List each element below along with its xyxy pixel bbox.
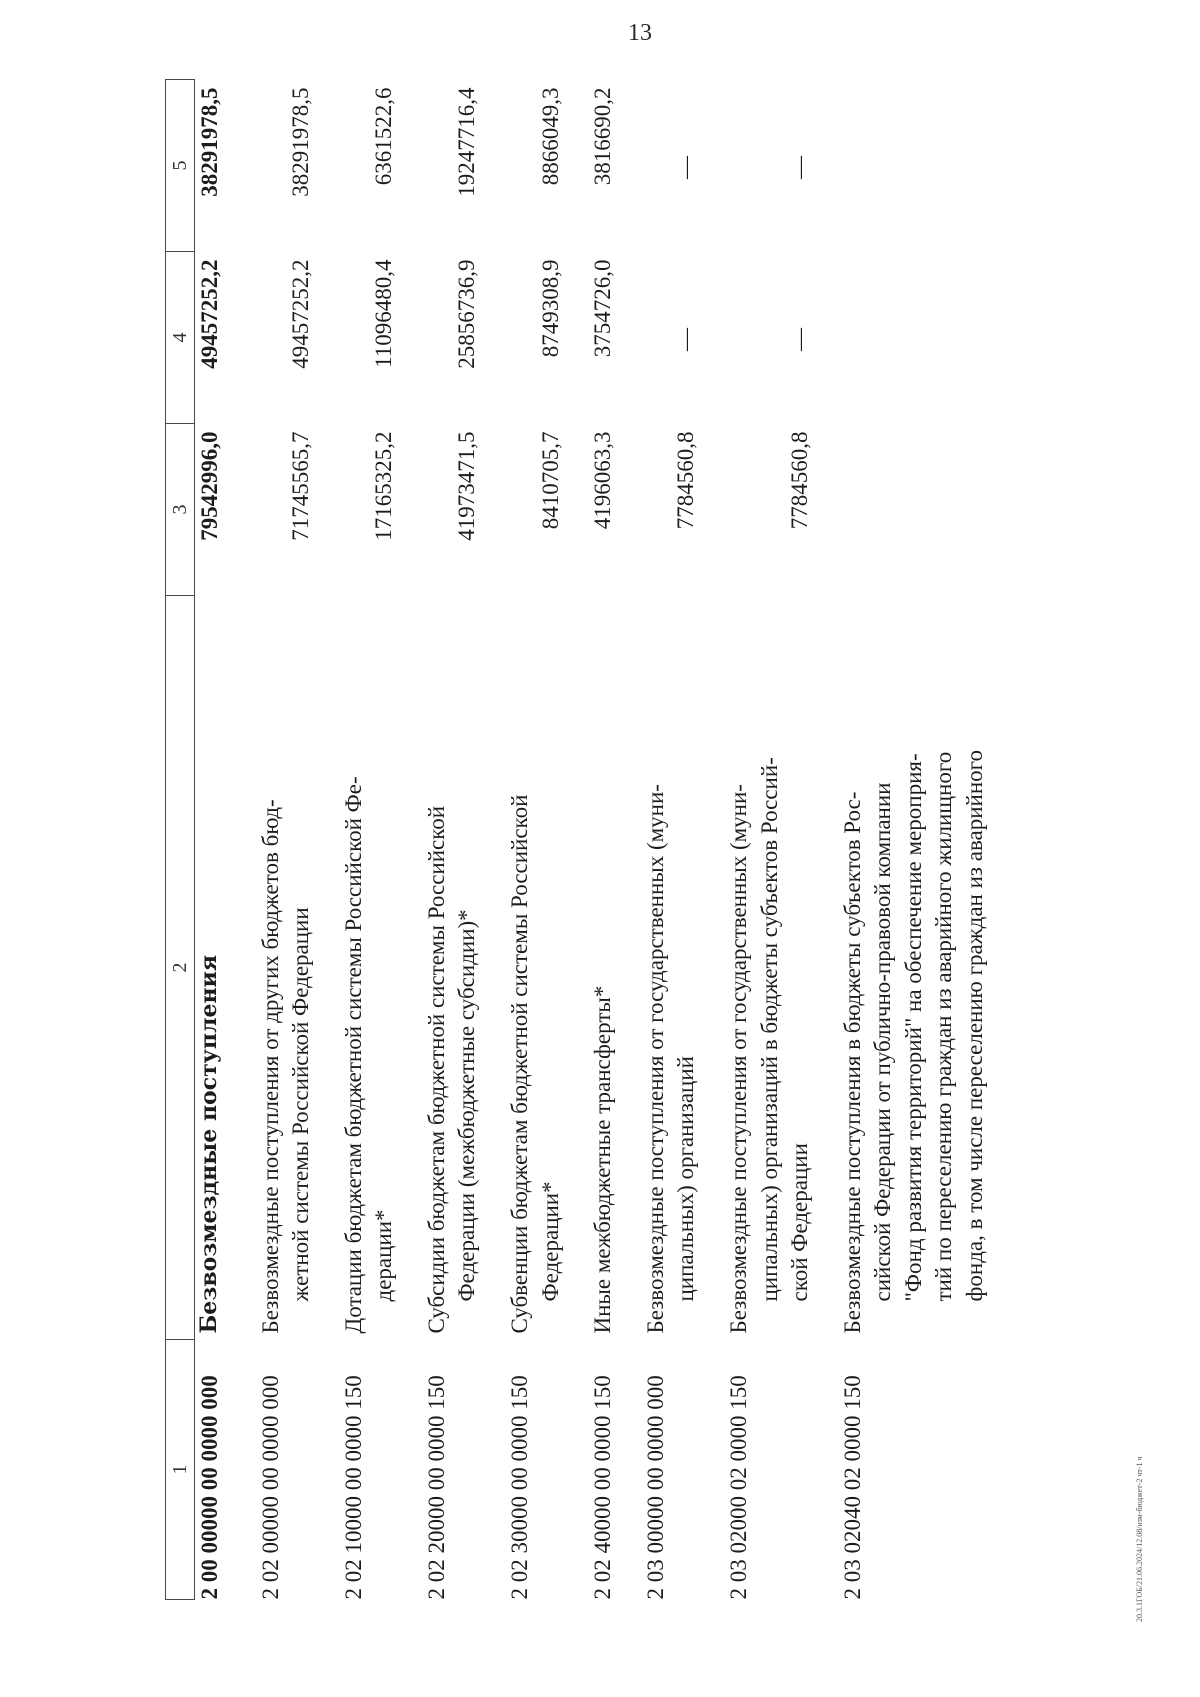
table-header-row bbox=[166, 80, 195, 1600]
row-value-col5: — bbox=[673, 156, 699, 179]
row-name-line: Дотации бюджетам бюджетной системы Российской Фе- bbox=[340, 776, 366, 1334]
row-name-line: Безвозмездные поступления bbox=[196, 954, 222, 1334]
column-header-5: 5 bbox=[166, 80, 195, 252]
table-row bbox=[724, 80, 838, 1600]
row-value-col4: 3754726,0 bbox=[590, 259, 616, 358]
row-value-col4: 8749308,9 bbox=[537, 259, 563, 358]
row-name bbox=[339, 596, 422, 1340]
page-number: 13 bbox=[628, 20, 652, 46]
row-name-line: фонда, в том числе переселению граждан из аварийного bbox=[961, 749, 987, 1302]
row-name-line: ципальных) организаций bbox=[673, 1056, 699, 1302]
revenue-table-rotated bbox=[165, 80, 1065, 1600]
row-code: 2 02 20000 00 0000 150 bbox=[423, 1375, 449, 1600]
row-value-col4: 49457252,2 bbox=[197, 259, 222, 369]
row-name-line: Безвозмездные поступления в бюджеты субъектов Рос- bbox=[839, 791, 865, 1334]
row-code: 2 03 02000 02 0000 150 bbox=[725, 1375, 751, 1600]
row-code: 2 02 00000 00 0000 000 bbox=[257, 1375, 283, 1600]
table-row bbox=[422, 80, 505, 1600]
row-value-col3: 41973471,5 bbox=[454, 431, 480, 541]
row-name bbox=[724, 596, 838, 1340]
row-name bbox=[256, 596, 339, 1340]
row-name-line: Безвозмездные поступления от государственных (муни- bbox=[642, 784, 668, 1334]
row-value-col3: 79542996,0 bbox=[197, 431, 222, 541]
row-name-line: Безвозмездные поступления от других бюджетов бюд- bbox=[257, 799, 283, 1334]
row-value-col5: 38291978,5 bbox=[197, 87, 222, 197]
row-name-line: "Фонд развития территорий" на обеспечение мероприя- bbox=[900, 753, 926, 1302]
table-row bbox=[505, 80, 588, 1600]
row-code: 2 02 10000 00 0000 150 bbox=[340, 1375, 366, 1600]
row-name-line: Иные межбюджетные трансферты* bbox=[590, 985, 616, 1334]
row-value-col5 bbox=[838, 80, 1013, 252]
table-row bbox=[838, 80, 1013, 1600]
row-value-col5: — bbox=[787, 156, 813, 179]
row-name bbox=[838, 596, 1013, 1340]
row-value-col4: — bbox=[787, 328, 813, 351]
row-name-line: дерации* bbox=[371, 1209, 397, 1302]
revenue-table bbox=[165, 79, 1013, 1600]
row-value-col3: 17165325,2 bbox=[371, 431, 397, 541]
row-value-col3 bbox=[838, 424, 1013, 596]
row-name-line: ципальных) организаций в бюджеты субъектов Россий- bbox=[756, 757, 782, 1302]
row-value-col4 bbox=[838, 252, 1013, 424]
row-name-line: Федерации (межбюджетные субсидии)* bbox=[454, 909, 480, 1302]
row-value-col3: 7784560,8 bbox=[673, 431, 699, 530]
row-name-line: Субвенции бюджетам бюджетной системы Российской bbox=[507, 794, 533, 1334]
footer-note: 20.3.1ГОБ/21.06.2024/12.08/изм-бюджет-2 чт-1 ч bbox=[1135, 1456, 1144, 1622]
table-row bbox=[339, 80, 422, 1600]
table-row bbox=[641, 80, 724, 1600]
row-value-col3: 8410705,7 bbox=[537, 431, 563, 530]
row-value-col5: 38291978,5 bbox=[288, 87, 314, 197]
row-value-col5: 6361522,6 bbox=[371, 87, 397, 186]
row-value-col4: 25856736,9 bbox=[454, 259, 480, 369]
column-header-4: 4 bbox=[166, 252, 195, 424]
row-name-line: Субсидии бюджетам бюджетной системы Российской bbox=[423, 805, 449, 1334]
row-code: 2 00 00000 00 0000 000 bbox=[197, 1375, 222, 1600]
column-header-1: 1 bbox=[166, 1340, 195, 1600]
row-name bbox=[422, 596, 505, 1340]
row-value-col4: — bbox=[673, 328, 699, 351]
row-name bbox=[195, 596, 256, 1340]
row-name-line: Федерации* bbox=[537, 1181, 563, 1302]
row-name bbox=[588, 596, 641, 1340]
row-value-col5: 19247716,4 bbox=[454, 87, 480, 197]
table-row bbox=[588, 80, 641, 1600]
row-name bbox=[641, 596, 724, 1340]
row-name-line: Безвозмездные поступления от государственных (муни- bbox=[725, 784, 751, 1334]
table-row bbox=[256, 80, 339, 1600]
row-name-line: ской Федерации bbox=[787, 1143, 813, 1302]
row-name-line: жетной системы Российской Федерации bbox=[288, 907, 314, 1302]
column-header-2: 2 bbox=[166, 596, 195, 1340]
row-value-col4: 11096480,4 bbox=[371, 259, 397, 368]
row-code: 2 02 40000 00 0000 150 bbox=[590, 1375, 616, 1600]
row-code: 2 03 02040 02 0000 150 bbox=[839, 1375, 865, 1600]
table-row-total bbox=[195, 80, 256, 1600]
row-code: 2 03 00000 00 0000 000 bbox=[642, 1375, 668, 1600]
row-value-col4: 49457252,2 bbox=[288, 259, 314, 369]
row-value-col3: 4196063,3 bbox=[590, 431, 616, 530]
row-value-col5: 8866049,3 bbox=[537, 87, 563, 186]
row-code: 2 02 30000 00 0000 150 bbox=[507, 1375, 533, 1600]
row-name-line: сийской Федерации от публично-правовой компании bbox=[870, 782, 896, 1302]
row-name bbox=[505, 596, 588, 1340]
row-value-col5: 3816690,2 bbox=[590, 87, 616, 186]
row-value-col3: 7784560,8 bbox=[787, 431, 813, 530]
column-header-3: 3 bbox=[166, 424, 195, 596]
row-value-col3: 71745565,7 bbox=[288, 431, 314, 541]
row-name-line: тий по переселению граждан из аварийного жилищного bbox=[931, 751, 957, 1302]
